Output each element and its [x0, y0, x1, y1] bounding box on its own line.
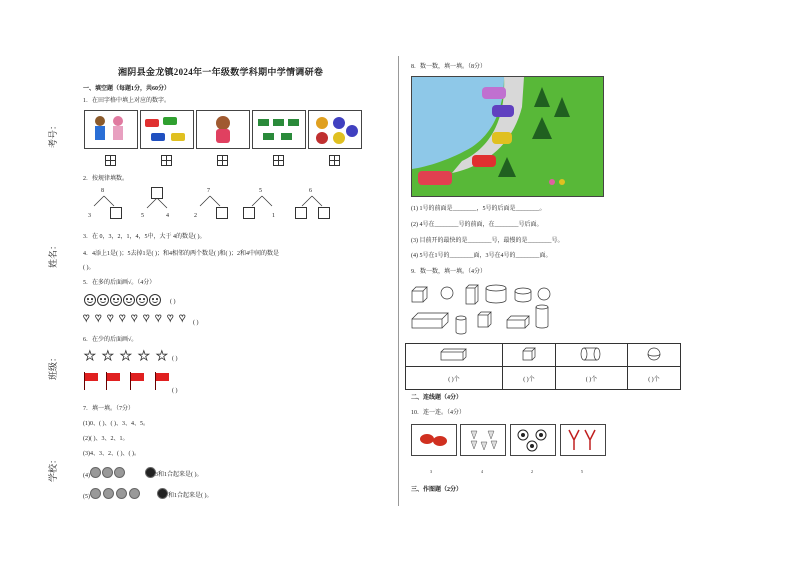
q2-tree1-left: 3 [88, 213, 91, 219]
q9-answer-cuboid[interactable]: ( )个 [406, 367, 503, 390]
q2-tree4-top: 5 [259, 188, 262, 194]
q8-item-1: (1) 1号的前面是________，5号的后面是________。 [411, 206, 546, 212]
q9-cuboid-cell [406, 344, 503, 367]
heart-icon: ♥ [131, 312, 138, 324]
q2-tree4-left-box[interactable] [243, 207, 255, 219]
q1-picture-bear [196, 110, 250, 149]
q10-number-2[interactable]: 4 [481, 469, 483, 474]
q2-number-trees [80, 186, 340, 226]
q10-text: 10．连一连。（4分） [411, 410, 466, 416]
q1-answer-box-3[interactable] [217, 155, 228, 166]
page-title: 湘阴县金龙镇2024年一年级数学科期中学情调研卷 [118, 67, 324, 77]
smiley-face-icon [110, 294, 122, 306]
heart-icon: ♥ [155, 312, 162, 324]
q9-answer-cylinder[interactable]: ( )个 [556, 367, 628, 390]
q2-tree3-top: 7 [207, 188, 210, 194]
section-3-heading: 三、作图题（2分） [411, 487, 463, 493]
heart-icon: ♥ [179, 312, 186, 324]
heart-icon: ♥ [143, 312, 150, 324]
q2-tree3-right-box[interactable] [216, 207, 228, 219]
q4-text-line1: 4．4添上1是( )；5去掉1是( )；和4相邻的两个数是( )和( )；2和4中间的数是 [83, 251, 279, 257]
red-flag-icon [84, 372, 98, 390]
q10-picture-gloves[interactable] [411, 424, 457, 456]
q10-number-1[interactable]: 3 [430, 469, 432, 474]
side-label-school: 学校： [48, 454, 58, 482]
side-label-exam-no: 考号： [48, 120, 58, 148]
red-flag-icon [106, 372, 120, 390]
gray-dot-icon [116, 488, 127, 499]
q2-tree5-left-box[interactable] [295, 207, 307, 219]
q6-flags-answer[interactable]: ( ) [172, 388, 178, 394]
q6-stars-answer[interactable]: ( ) [172, 356, 178, 362]
q10-picture-shuttlecocks[interactable] [460, 424, 506, 456]
gray-dot-icon [129, 488, 140, 499]
q1-picture-cars [140, 110, 194, 149]
q4-text-line2: ( )。 [83, 265, 95, 271]
q6-text: 6．在少的后面画√。 [83, 337, 138, 343]
star-icon: ★ [84, 348, 96, 363]
q2-tree2-left: 5 [141, 213, 144, 219]
q1-picture-balls [308, 110, 362, 149]
heart-icon: ♥ [83, 312, 90, 324]
q7-item-5-text: 和1合起来是( )。 [168, 493, 213, 499]
q2-tree2-right: 4 [166, 213, 169, 219]
star-icon: ★ [102, 348, 114, 363]
q2-tree3-left: 2 [194, 213, 197, 219]
red-flag-icon [155, 372, 169, 390]
side-label-class: 班级： [48, 352, 58, 380]
smiley-face-icon [97, 294, 109, 306]
q1-picture-children [84, 110, 138, 149]
column-divider [398, 56, 399, 506]
q2-tree4-right: 1 [272, 213, 275, 219]
q9-answer-sphere[interactable]: ( )个 [627, 367, 680, 390]
gray-dot-icon [114, 467, 125, 478]
gray-dot-icon [103, 488, 114, 499]
q5-hearts-answer[interactable]: ( ) [193, 320, 199, 326]
q1-answer-box-5[interactable] [329, 155, 340, 166]
q7-text: 7．填一填。（7分） [83, 406, 135, 412]
heart-icon: ♥ [107, 312, 114, 324]
q1-answer-box-4[interactable] [273, 155, 284, 166]
q7-item-2: (2)( )、3、2、1。 [83, 436, 129, 442]
q7-item-4-text: 3和1合起来是( )。 [155, 472, 203, 478]
q2-tree2-top-box[interactable] [151, 187, 163, 199]
gray-dot-icon [90, 488, 101, 499]
q9-answer-cube[interactable]: ( )个 [502, 367, 555, 390]
smiley-face-icon [123, 294, 135, 306]
q9-count-table [405, 343, 681, 390]
heart-icon: ♥ [167, 312, 174, 324]
star-icon: ★ [138, 348, 150, 363]
q2-tree5-top: 6 [309, 188, 312, 194]
q1-text: 1．在田字格中填上对应的数字。 [83, 98, 171, 104]
q1-picture-blocks [252, 110, 306, 149]
smiley-face-icon [136, 294, 148, 306]
q1-answer-box-1[interactable] [105, 155, 116, 166]
q10-number-4[interactable]: 5 [581, 469, 583, 474]
q7-item-1: (1)0、( )、( )、3、4、5。 [83, 421, 149, 427]
q7-item-4-num: (4) [83, 473, 90, 479]
q8-item-4: (4) 5号在1号的________面，3号在4号的________面。 [411, 253, 552, 259]
smiley-face-icon [84, 294, 96, 306]
q2-tree1-top: 8 [101, 188, 104, 194]
star-icon: ★ [156, 348, 168, 363]
q9-sphere-cell [627, 344, 680, 367]
q5-text: 5．在多的后面画√。（4分） [83, 280, 156, 286]
q9-cylinder-cell [556, 344, 628, 367]
q2-text: 2．按规律填数。 [83, 176, 129, 182]
gray-dot-icon [90, 467, 101, 478]
q7-item-5-num: (5) [83, 494, 90, 500]
q2-tree5-right-box[interactable] [318, 207, 330, 219]
smiley-face-icon [149, 294, 161, 306]
red-flag-icon [130, 372, 144, 390]
section-2-heading: 二、连线题（4分） [411, 395, 463, 401]
side-label-name: 姓名： [48, 240, 58, 268]
black-dot-icon [157, 488, 168, 499]
gray-dot-icon [102, 467, 113, 478]
q9-solid-shapes-picture [410, 282, 560, 340]
q1-answer-box-2[interactable] [161, 155, 172, 166]
q10-number-3[interactable]: 2 [531, 469, 533, 474]
q10-picture-rackets[interactable] [560, 424, 606, 456]
heart-icon: ♥ [119, 312, 126, 324]
q9-cube-cell [502, 344, 555, 367]
q8-scene-picture [411, 76, 604, 197]
q5-faces-answer[interactable]: ( ) [170, 299, 176, 305]
section-1-heading: 一、填空题（每题1分，共60分） [83, 86, 171, 92]
q2-tree1-right-box[interactable] [110, 207, 122, 219]
q8-text: 8．数一数，填一填。（8分） [411, 64, 487, 70]
q3-text: 3．在 0，3，2，1，4，5中，大于 4的数是( )。 [83, 234, 206, 240]
heart-icon: ♥ [95, 312, 102, 324]
q7-item-3: (3)4、3、2、( )、( )。 [83, 451, 140, 457]
star-icon: ★ [120, 348, 132, 363]
q10-picture-soccer-balls[interactable] [510, 424, 556, 456]
q8-item-2: (2) 4号在________号的前面，在________号后面。 [411, 222, 543, 228]
q9-text: 9．数一数，填一填。（4分） [411, 269, 487, 275]
q8-item-3: (3) 目前开的最快的是________号，最慢的是________号。 [411, 238, 564, 244]
